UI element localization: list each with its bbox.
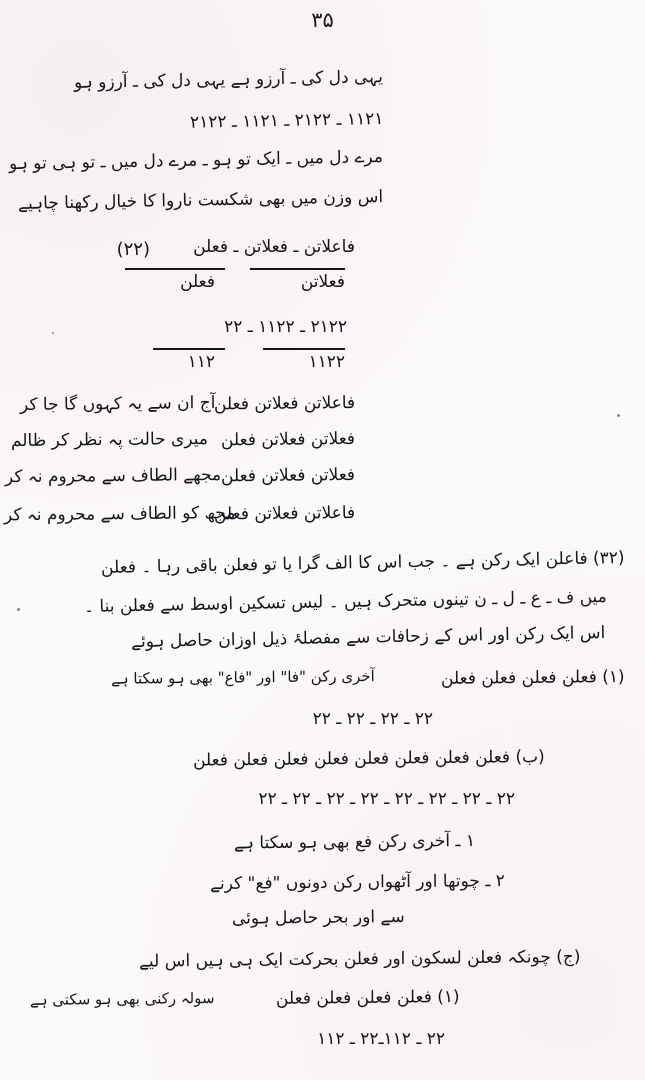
meter-pattern-22-top: فاعلاتن ـ فعلاتن ـ فعلن <box>193 237 355 257</box>
item-a-note: آخری رکن "فا" اور "فاع" بھی ہو سکتا ہے <box>111 667 376 688</box>
item-b-scansion: ۲۲ ـ ۲۲ ـ ۲۲ ـ ۲۲ ـ ۲۲ ـ ۲۲ ـ ۲۲ ـ ۲۲ <box>258 789 515 809</box>
verse-couplet-4: مجھ کو الطاف سے محروم نہ کر <box>3 503 236 526</box>
meter-couplet-4: فاعلاتن فعلاتن فعلن <box>213 503 356 525</box>
verse-couplet-2: میری حالت پہ نظر کر ظالم <box>10 429 209 452</box>
fraction-rule-4 <box>153 348 225 350</box>
item-a-meter: (۱) فعلن فعلن فعلن فعلن <box>441 667 626 689</box>
paragraph-23-line-2: میں ف ـ ع ـ ل ـ ن تینوں متحرک ہیں ۔ لیس تسکین اوسط سے فعلن بنا ۔ <box>84 587 608 618</box>
verse-line-2: مرے دل میں ـ ایک تو ہو ـ مرے دل میں ـ تو ہی تو ہو <box>8 147 384 175</box>
page-speck <box>52 332 54 334</box>
meter-couplet-2: فعلاتن فعلاتن فعلن <box>220 429 356 451</box>
fraction-rule-1 <box>250 268 345 270</box>
scansion-22-bottom-b: ۲۱۱ <box>187 352 215 372</box>
item-jim-1-note: سولہ رکنی بھی ہو سکتی ہے <box>30 989 216 1009</box>
meter-couplet-3: فعلاتن فعلاتن فعلن <box>220 465 356 487</box>
note-item-2: ۲ ـ چوتھا اور آٹھواں رکن دونوں "فع" کرنے <box>210 871 506 895</box>
item-jim-text: (ج) چونکہ فعلن لسکون اور فعلن بحرکت ایک ہی ہیں اس لیے <box>138 947 581 972</box>
verse-line-1: یہی دل کی ـ آرزو ہے یہی دل کی ـ آرزو ہو <box>73 67 384 93</box>
item-number-22: (۲۲) <box>116 239 150 260</box>
paragraph-23-line-3: اس ایک رکن اور اس کے زحافات سے مفصلۂ ذیل اوزان حاصل ہوئے <box>130 623 606 653</box>
scansion-22-bottom-a: ۲۲۱۱ <box>308 352 345 372</box>
item-jim-1-scansion: ۲۲ ـ ۲۱۱ـ۲۲ ـ ۲۱۱ <box>317 1029 445 1049</box>
paragraph-23-line-1: (۲۳) فاعلن ایک رکن ہے ۔ جب اس کا الف گرا یا تو فعلن باقی رہا ۔ فعلن <box>101 548 626 579</box>
fraction-rule-2 <box>125 268 225 270</box>
page-number: ۳۵ <box>311 8 334 32</box>
scansion-22-top: ۲۲۱۲ ـ ۲۲۱۱ ـ ۲۲ <box>224 317 347 337</box>
fraction-rule-3 <box>263 348 345 350</box>
item-b-meter: (ب) فعلن فعلن فعلن فعلن فعلن فعلن فعلن فعلن <box>193 747 546 771</box>
meter-pattern-22-bottom-b: فعلن <box>180 272 215 292</box>
scansion-line-1: ۱۲۱۱ ـ ۲۲۱۲ ـ ۱۲۱۱ ـ ۲۲۱۲ <box>189 109 384 133</box>
note-item-2-cont: سے اور بحر حاصل ہوئی <box>232 907 406 929</box>
page-speck <box>17 608 20 611</box>
verse-couplet-1: آج ان سے یہ کہوں گا جا کر <box>19 393 216 416</box>
item-jim-1-meter: (۱) فعلن فعلن فعلن فعلن <box>276 987 461 1009</box>
meter-couplet-1: فاعلاتن فعلاتن فعلن <box>213 393 356 415</box>
note-line-1: اس وزن میں بھی شکست ناروا کا خیال رکھنا چاہیے <box>17 187 384 215</box>
verse-couplet-3: مجھے الطاف سے محروم نہ کر <box>4 465 222 488</box>
note-item-1: ۱ ـ آخری رکن فع بھی ہو سکتا ہے <box>233 831 476 854</box>
page-speck <box>617 414 620 417</box>
item-a-scansion: ۲۲ ـ ۲۲ ـ ۲۲ ـ ۲۲ <box>312 709 433 729</box>
meter-pattern-22-bottom-a: فعلاتن <box>300 272 345 292</box>
